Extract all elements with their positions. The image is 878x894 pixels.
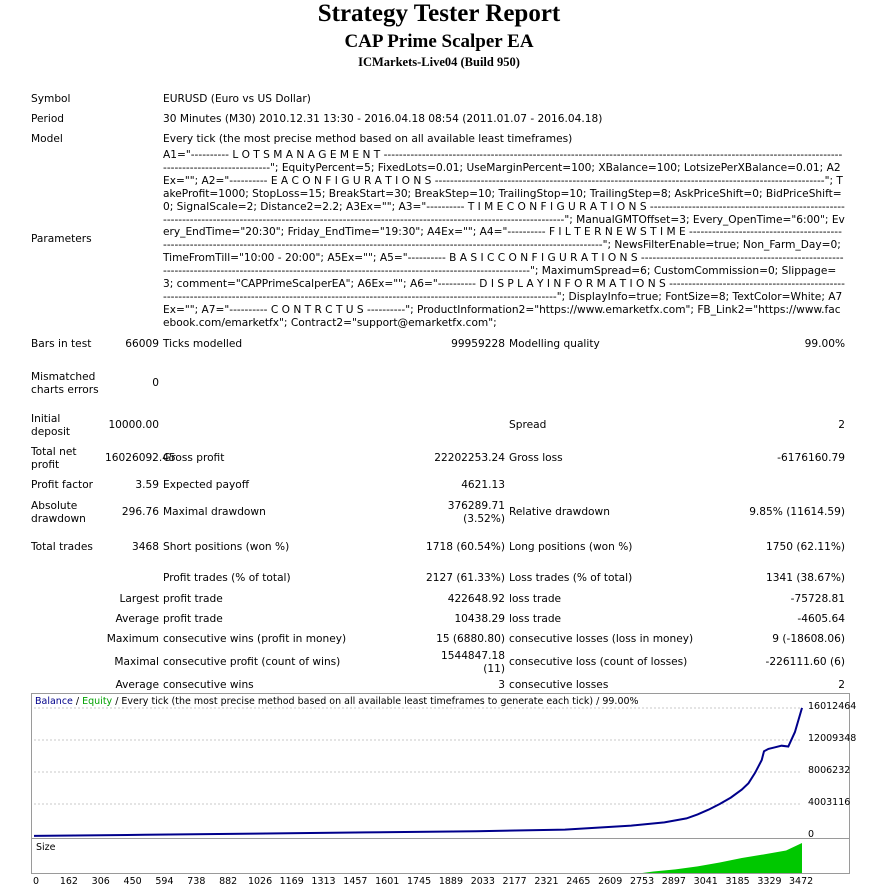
x-tick-label: 162 <box>59 876 78 887</box>
deposit-value: 10000.00 <box>108 419 159 432</box>
parameters-label: Parameters <box>31 232 92 245</box>
payoff-value: 4621.13 <box>461 479 505 492</box>
rel-dd-value: 9.85% (11614.59) <box>749 506 846 519</box>
balance-chart-svg <box>32 694 849 838</box>
long-value: 1750 (62.11%) <box>766 541 846 554</box>
x-tick-label: 2321 <box>534 876 559 887</box>
x-tick-label: 2177 <box>502 876 527 887</box>
y-tick-label: 16012464 <box>808 701 857 712</box>
x-tick-label: 1026 <box>247 876 273 887</box>
x-tick-label: 1313 <box>311 876 336 887</box>
payoff-label: Expected payoff <box>163 479 250 492</box>
model-label: Model <box>31 132 63 145</box>
average-profit-label: profit trade <box>163 613 223 626</box>
avg-label: Average <box>115 679 159 692</box>
legend-equity: Equity <box>82 696 113 707</box>
profit-trades-label: Profit trades (% of total) <box>163 572 291 585</box>
loss-trades-label: Loss trades (% of total) <box>509 572 633 585</box>
maximal-label: Maximal <box>114 656 159 669</box>
max-dd-value: 376289.71 (3.52%) <box>447 499 505 525</box>
largest-profit-label: profit trade <box>163 593 223 606</box>
x-tick-label: 3185 <box>725 876 750 887</box>
max-losses-label: consecutive losses (loss in money) <box>509 633 694 646</box>
y-tick-label: 12009348 <box>808 733 857 744</box>
balance-chart <box>31 693 850 839</box>
maximal-profit-value: 1544847.18 (11) <box>440 649 505 675</box>
server-build: ICMarkets-Live04 (Build 950) <box>358 55 520 69</box>
gross-loss-value: -6176160.79 <box>777 452 846 465</box>
x-tick-label: 1457 <box>343 876 368 887</box>
period-label: Period <box>31 112 65 125</box>
trades-value: 3468 <box>132 541 159 554</box>
ea-name: CAP Prime Scalper EA <box>344 31 534 52</box>
avg-wins-value: 3 <box>498 679 505 692</box>
y-tick-label: 8006232 <box>808 765 851 776</box>
long-label: Long positions (won %) <box>509 541 633 554</box>
x-tick-label: 0 <box>33 876 40 887</box>
x-tick-label: 1889 <box>438 876 464 887</box>
quality-label: Modelling quality <box>509 338 600 351</box>
x-tick-label: 306 <box>91 876 110 887</box>
ticks-value: 99959228 <box>451 338 505 351</box>
average-label: Average <box>115 613 159 626</box>
pf-value: 3.59 <box>135 479 159 492</box>
rel-dd-label: Relative drawdown <box>509 506 610 519</box>
max-dd-label: Maximal drawdown <box>163 506 266 519</box>
size-area <box>34 843 802 873</box>
legend-description: / Every tick (the most precise method based on all available least timeframes to generate each tick) / 99.00% <box>112 696 639 707</box>
spread-label: Spread <box>509 419 547 432</box>
gross-profit-label: Gross profit <box>163 452 225 465</box>
chart-legend <box>35 696 639 707</box>
period-value: 30 Minutes (M30) 2010.12.31 13:30 - 2016.04.18 08:54 (2011.01.07 - 2016.04.18) <box>163 112 603 125</box>
x-tick-label: 1745 <box>406 876 432 887</box>
gross-profit-value: 22202253.24 <box>434 452 505 465</box>
maximal-loss-value: -226111.60 (6) <box>765 656 846 669</box>
loss-trades-value: 1341 (38.67%) <box>766 572 846 585</box>
report-title: Strategy Tester Report <box>317 0 561 27</box>
spread-value: 2 <box>838 419 846 432</box>
largest-profit-value: 422648.92 <box>447 593 505 606</box>
legend-separator: / <box>72 696 83 707</box>
maximum-label: Maximum <box>106 633 159 646</box>
max-losses-value: 9 (-18608.06) <box>772 633 846 646</box>
model-value: Every tick (the most precise method based on all available least timeframes) <box>163 132 573 145</box>
symbol-label: Symbol <box>31 92 71 105</box>
y-tick-label: 4003116 <box>808 797 851 808</box>
largest-loss-label: loss trade <box>509 593 562 606</box>
x-tick-label: 2465 <box>566 876 591 887</box>
x-tick-label: 594 <box>155 876 174 887</box>
largest-loss-value: -75728.81 <box>790 593 846 606</box>
average-loss-value: -4605.64 <box>797 613 846 626</box>
profit-trades-value: 2127 (61.33%) <box>426 572 505 585</box>
x-tick-label: 2609 <box>598 876 623 887</box>
maximal-profit-label: consecutive profit (count of wins) <box>163 656 341 669</box>
abs-dd-label: Absolute drawdown <box>31 499 86 525</box>
max-wins-label: consecutive wins (profit in money) <box>163 633 347 646</box>
mismatch-label: Mismatched charts errors <box>31 370 99 396</box>
x-tick-label: 3329 <box>757 876 782 887</box>
x-tick-label: 738 <box>187 876 206 887</box>
gross-loss-label: Gross loss <box>509 452 563 465</box>
max-wins-value: 15 (6880.80) <box>436 633 505 646</box>
quality-value: 99.00% <box>804 338 846 351</box>
maximal-loss-label: consecutive loss (count of losses) <box>509 656 688 669</box>
ticks-label: Ticks modelled <box>163 338 243 351</box>
avg-wins-label: consecutive wins <box>163 679 254 692</box>
symbol-value: EURUSD (Euro vs US Dollar) <box>163 92 311 105</box>
x-tick-label: 2753 <box>629 876 655 887</box>
short-value: 1718 (60.54%) <box>426 541 505 554</box>
largest-label: Largest <box>119 593 159 606</box>
size-chart <box>31 838 850 874</box>
x-tick-label: 3472 <box>789 876 814 887</box>
deposit-label: Initial deposit <box>31 412 71 438</box>
report-table <box>29 89 847 696</box>
abs-dd-value: 296.76 <box>121 506 159 519</box>
mismatch-value: 0 <box>152 377 159 390</box>
x-tick-label: 3041 <box>693 876 718 887</box>
y-tick-label: 0 <box>808 829 815 840</box>
x-tick-label: 1169 <box>279 876 304 887</box>
size-chart-svg <box>32 839 849 873</box>
trades-label: Total trades <box>31 541 93 554</box>
net-value: 16026092.45 <box>105 452 176 465</box>
parameters-value: A1="---------- L O T S M A N A G E M E N T ----------------------------------------------------------------------------------------------------------------------------------------------------"; EquityPercent=5; FixedLots=0.01; UseMarginPercent=100; XBalance=100; LotsizePerXBalance=0.01; A2Ex=""; A2="---------- E A C O N F I G U R A T I O N S ------------------------------------------------------------------------------------------------------"; TakeProfit=1000; StopLoss=15; BreakStart=30; BreakStep=10; TrailingStop=10; TrailingStep=8; AskPriceShift=0; BidPriceShift=0; SignalScale=2; Distance2=2.2; A3Ex=""; A3="---------- T I M E C O N F I G U R A T I O N S ------------------------------------------------------------------------------------------------------------------------------------------------------------"; ManualGMTOffset=3; Every_OpenTime="6:00"; Every_EndTime="20:30"; Friday_EndTime="19:30"; A4Ex=""; A4="---------- F I L T E R N E W S T I M E -----------------------------------------------------------------------------------------------------------------------------------------------------------"; NewsFilterEnable=true; Non_Farm_Day=0; TimeFromTill="10:00 - 20:00"; A5Ex=""; A5="---------- B A S I C C O N F I G U R A T I O N S -----------------------------------------------------------------------------------------------------------------------------------------------------"; MaximumSpread=6; CustomCommission=0; Slippage=3; comment="CAPPrimeScalperEA"; A6Ex=""; A6="---------- D I S P L A Y I N F O R M A T I O N S -----------------------------------------------------------------------------------------------------------------------------------------------------"; DisplayInfo=true; FontSize=8; TextColor=White; A7Ex=""; A7="---------- C O N T R C T U S ----------"; ProductInformation2="https://www.emarketfx.com"; FB_Link2="https://www.facebook.com/emarketfx"; Contract2="support@emarketfx.com"; <box>163 149 845 329</box>
x-tick-label: 2897 <box>661 876 686 887</box>
x-tick-label: 450 <box>123 876 142 887</box>
bars-label: Bars in test <box>31 338 92 351</box>
bars-value: 66009 <box>125 338 159 351</box>
avg-losses-value: 2 <box>838 679 846 692</box>
net-label: Total net profit <box>31 445 77 471</box>
pf-label: Profit factor <box>31 479 94 492</box>
x-tick-label: 1601 <box>375 876 400 887</box>
avg-losses-label: consecutive losses <box>509 679 609 692</box>
x-tick-label: 882 <box>219 876 238 887</box>
average-loss-label: loss trade <box>509 613 562 626</box>
average-profit-value: 10438.29 <box>454 613 505 626</box>
size-label: Size <box>36 842 56 853</box>
legend-balance: Balance <box>35 696 73 707</box>
x-tick-label: 2033 <box>470 876 495 887</box>
short-label: Short positions (won %) <box>163 541 290 554</box>
